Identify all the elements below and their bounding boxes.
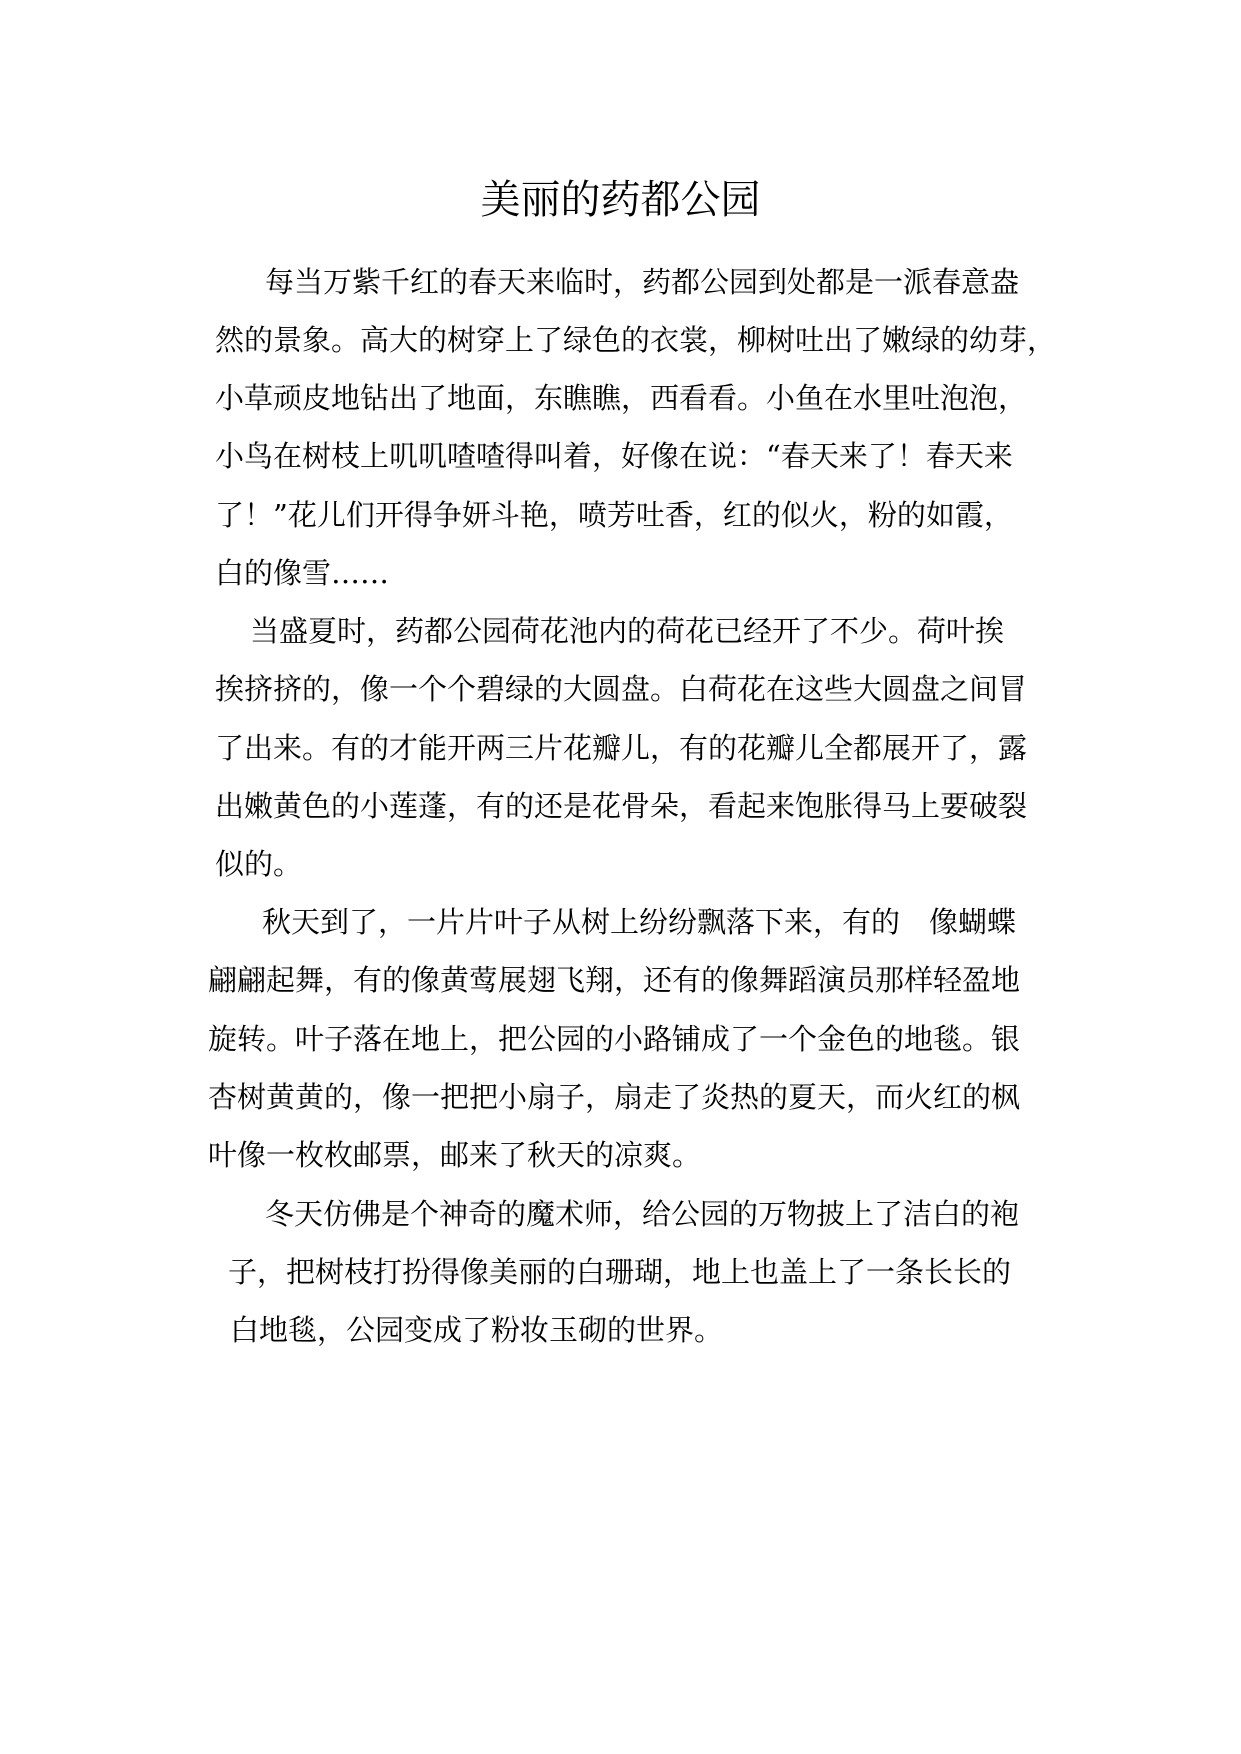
paragraph-line: 然的景象。高大的树穿上了绿色的衣裳，柳树吐出了嫩绿的幼芽， [215,323,1057,357]
paragraph-line: 冬天仿佛是个神奇的魔术师，给公园的万物披上了洁白的袍 [265,1197,1020,1231]
paragraph-line: 出嫩黄色的小莲蓬，有的还是花骨朵，看起来饱胀得马上要破裂 [215,789,1028,823]
paragraph-line: 翩翩起舞，有的像黄莺展翅飞翔，还有的像舞蹈演员那样轻盈地 [208,963,1021,997]
paragraph-line: 白的像雪…… [215,556,390,590]
paragraph-line: 子，把树枝打扮得像美丽的白珊瑚，地上也盖上了一条长长的 [228,1255,1012,1289]
paragraph-line: 秋天到了，一片片叶子从树上纷纷飘落下来，有的 像蝴蝶 [262,905,1017,939]
paragraph-line: 每当万紫千红的春天来临时，药都公园到处都是一派春意盎 [265,265,1020,299]
paragraph-line: 杏树黄黄的，像一把把小扇子，扇走了炎热的夏天，而火红的枫 [208,1080,1021,1114]
paragraph-line: 了出来。有的才能开两三片花瓣儿，有的花瓣儿全都展开了，露 [215,731,1028,765]
paragraph-line: 当盛夏时，药都公园荷花池内的荷花已经开了不少。荷叶挨 [250,614,1005,648]
paragraph-line: 叶像一枚枚邮票，邮来了秋天的凉爽。 [208,1138,702,1172]
paragraph-line: 旋转。叶子落在地上，把公园的小路铺成了一个金色的地毯。银 [208,1022,1021,1056]
paragraph-line: 白地毯，公园变成了粉妆玉砌的世界。 [230,1313,724,1347]
paragraph-line: 挨挤挤的，像一个个碧绿的大圆盘。白荷花在这些大圆盘之间冒 [215,672,1028,706]
paragraph-line: 小鸟在树枝上叽叽喳喳得叫着，好像在说：“春天来了！春天来 [215,439,1013,473]
paragraph-line: 了！”花儿们开得争妍斗艳，喷芳吐香，红的似火，粉的如霞， [215,498,1013,532]
document-title: 美丽的药都公园 [480,177,761,223]
paragraph-line: 似的。 [215,847,303,881]
paragraph-line: 小草顽皮地钻出了地面，东瞧瞧，西看看。小鱼在水里吐泡泡， [215,381,1028,415]
